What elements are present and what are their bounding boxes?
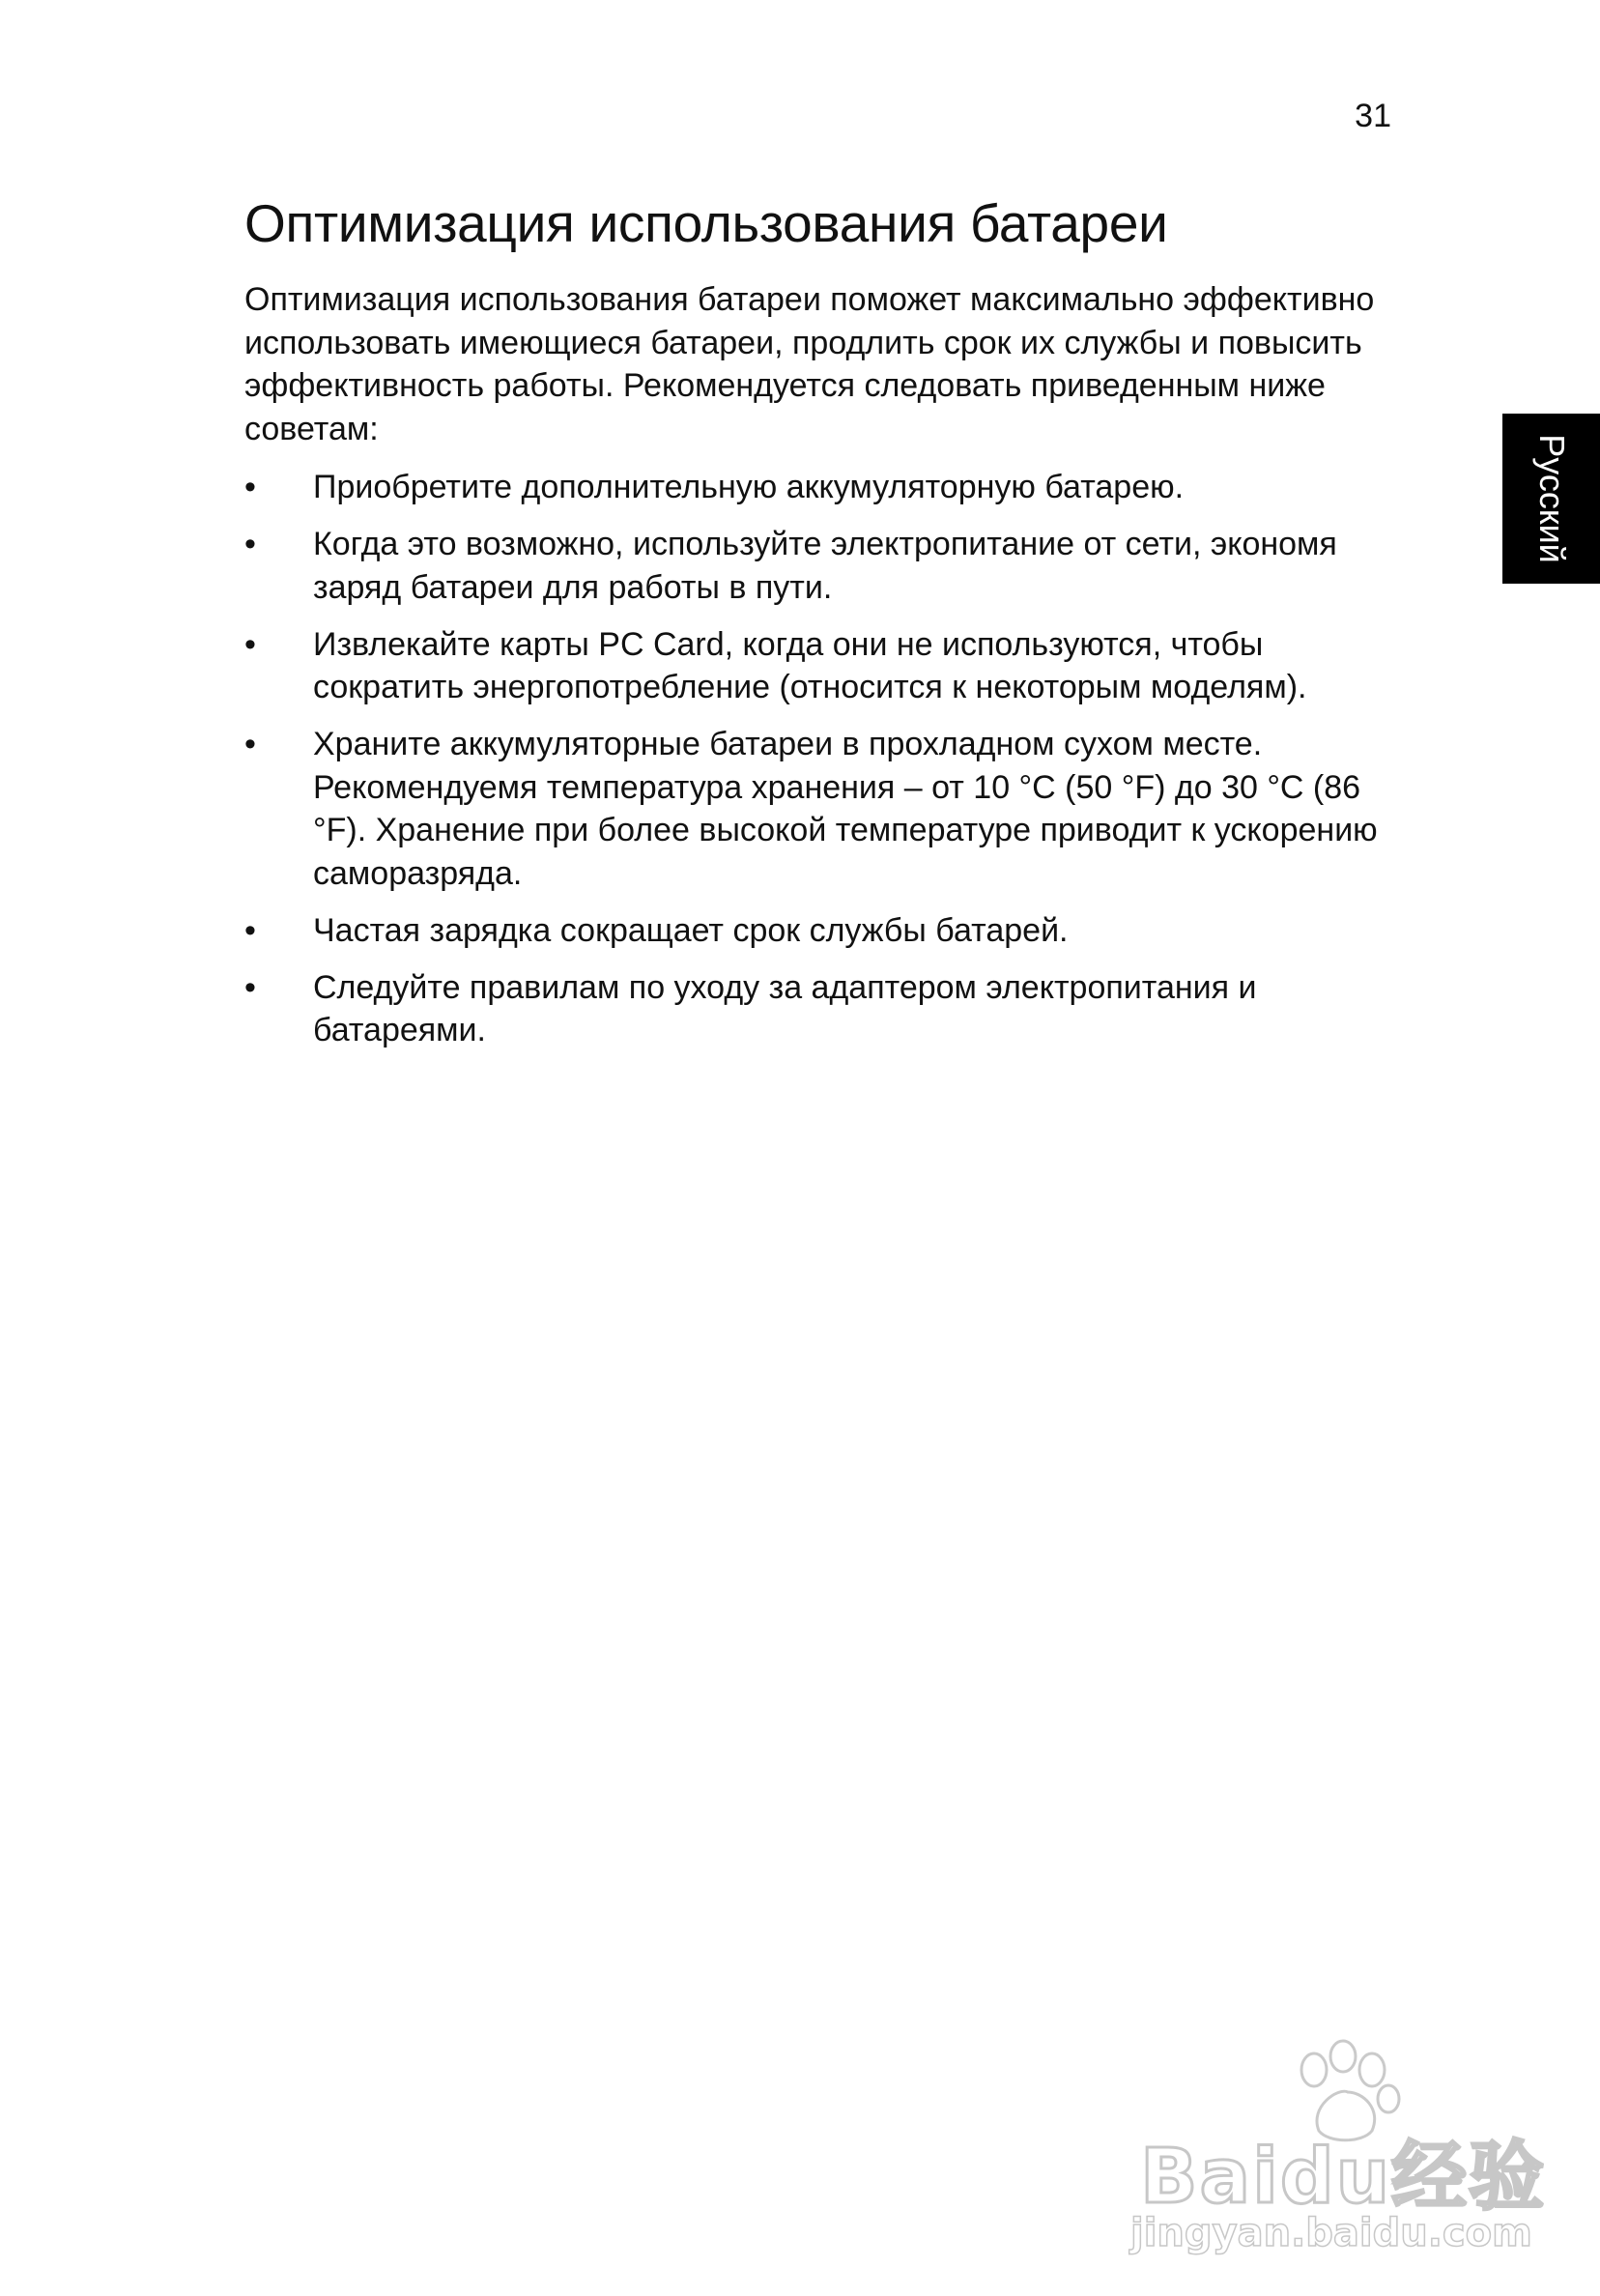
bullet-icon: • bbox=[244, 526, 256, 562]
list-item-text: Извлекайте карты PC Card, когда они не используются, чтобы сократить энергопотребление (относится к некоторым моделям). bbox=[313, 625, 1307, 705]
list-item-text: Следуйте правилам по уходу за адаптером электропитания и батареями. bbox=[313, 968, 1257, 1048]
list-item bbox=[244, 466, 1395, 509]
watermark-brand: Baidu经验 bbox=[1140, 2134, 1547, 2221]
list-item-text: Храните аккумуляторные батареи в прохладном сухом месте. Рекомендуемя температура хранения – от 10 °C (50 °F) до 30 °C (86 °F). Хранение при более высокой температуре приводит к ускорению саморазряда. bbox=[313, 726, 1378, 892]
baidu-watermark bbox=[1101, 2039, 1547, 2255]
bullet-icon: • bbox=[244, 469, 256, 505]
watermark-url: jingyan.baidu.com bbox=[1130, 2211, 1532, 2255]
language-tab-label: Русский bbox=[1531, 434, 1572, 563]
bullet-icon: • bbox=[244, 911, 256, 949]
list-item-text: Когда это возможно, используйте электропитание от сети, экономя заряд батареи для работы в пути. bbox=[313, 526, 1337, 606]
tips-list bbox=[244, 466, 1385, 1052]
bullet-icon: • bbox=[244, 625, 256, 663]
language-tab bbox=[1502, 414, 1600, 584]
bullet-icon: • bbox=[244, 968, 256, 1006]
list-item bbox=[244, 723, 1395, 895]
list-item-text: Приобретите дополнительную аккумуляторную батарею. bbox=[313, 469, 1185, 505]
intro-paragraph: Оптимизация использования батареи поможет максимально эффективно использовать имеющиеся батареи, продлить срок их службы и повысить эффективность работы. Рекомендуется следовать приведенным ниже советам: bbox=[244, 281, 1375, 447]
list-item bbox=[244, 623, 1395, 709]
list-item-text: Частая зарядка сокращает срок службы батарей. bbox=[313, 911, 1069, 949]
page-content bbox=[244, 191, 1385, 1066]
list-item bbox=[244, 966, 1395, 1052]
list-item bbox=[244, 523, 1395, 609]
list-item bbox=[244, 909, 1395, 953]
bullet-icon: • bbox=[244, 726, 256, 762]
page-number: 31 bbox=[1355, 98, 1391, 134]
section-title: Оптимизация использования батареи bbox=[244, 193, 1168, 253]
